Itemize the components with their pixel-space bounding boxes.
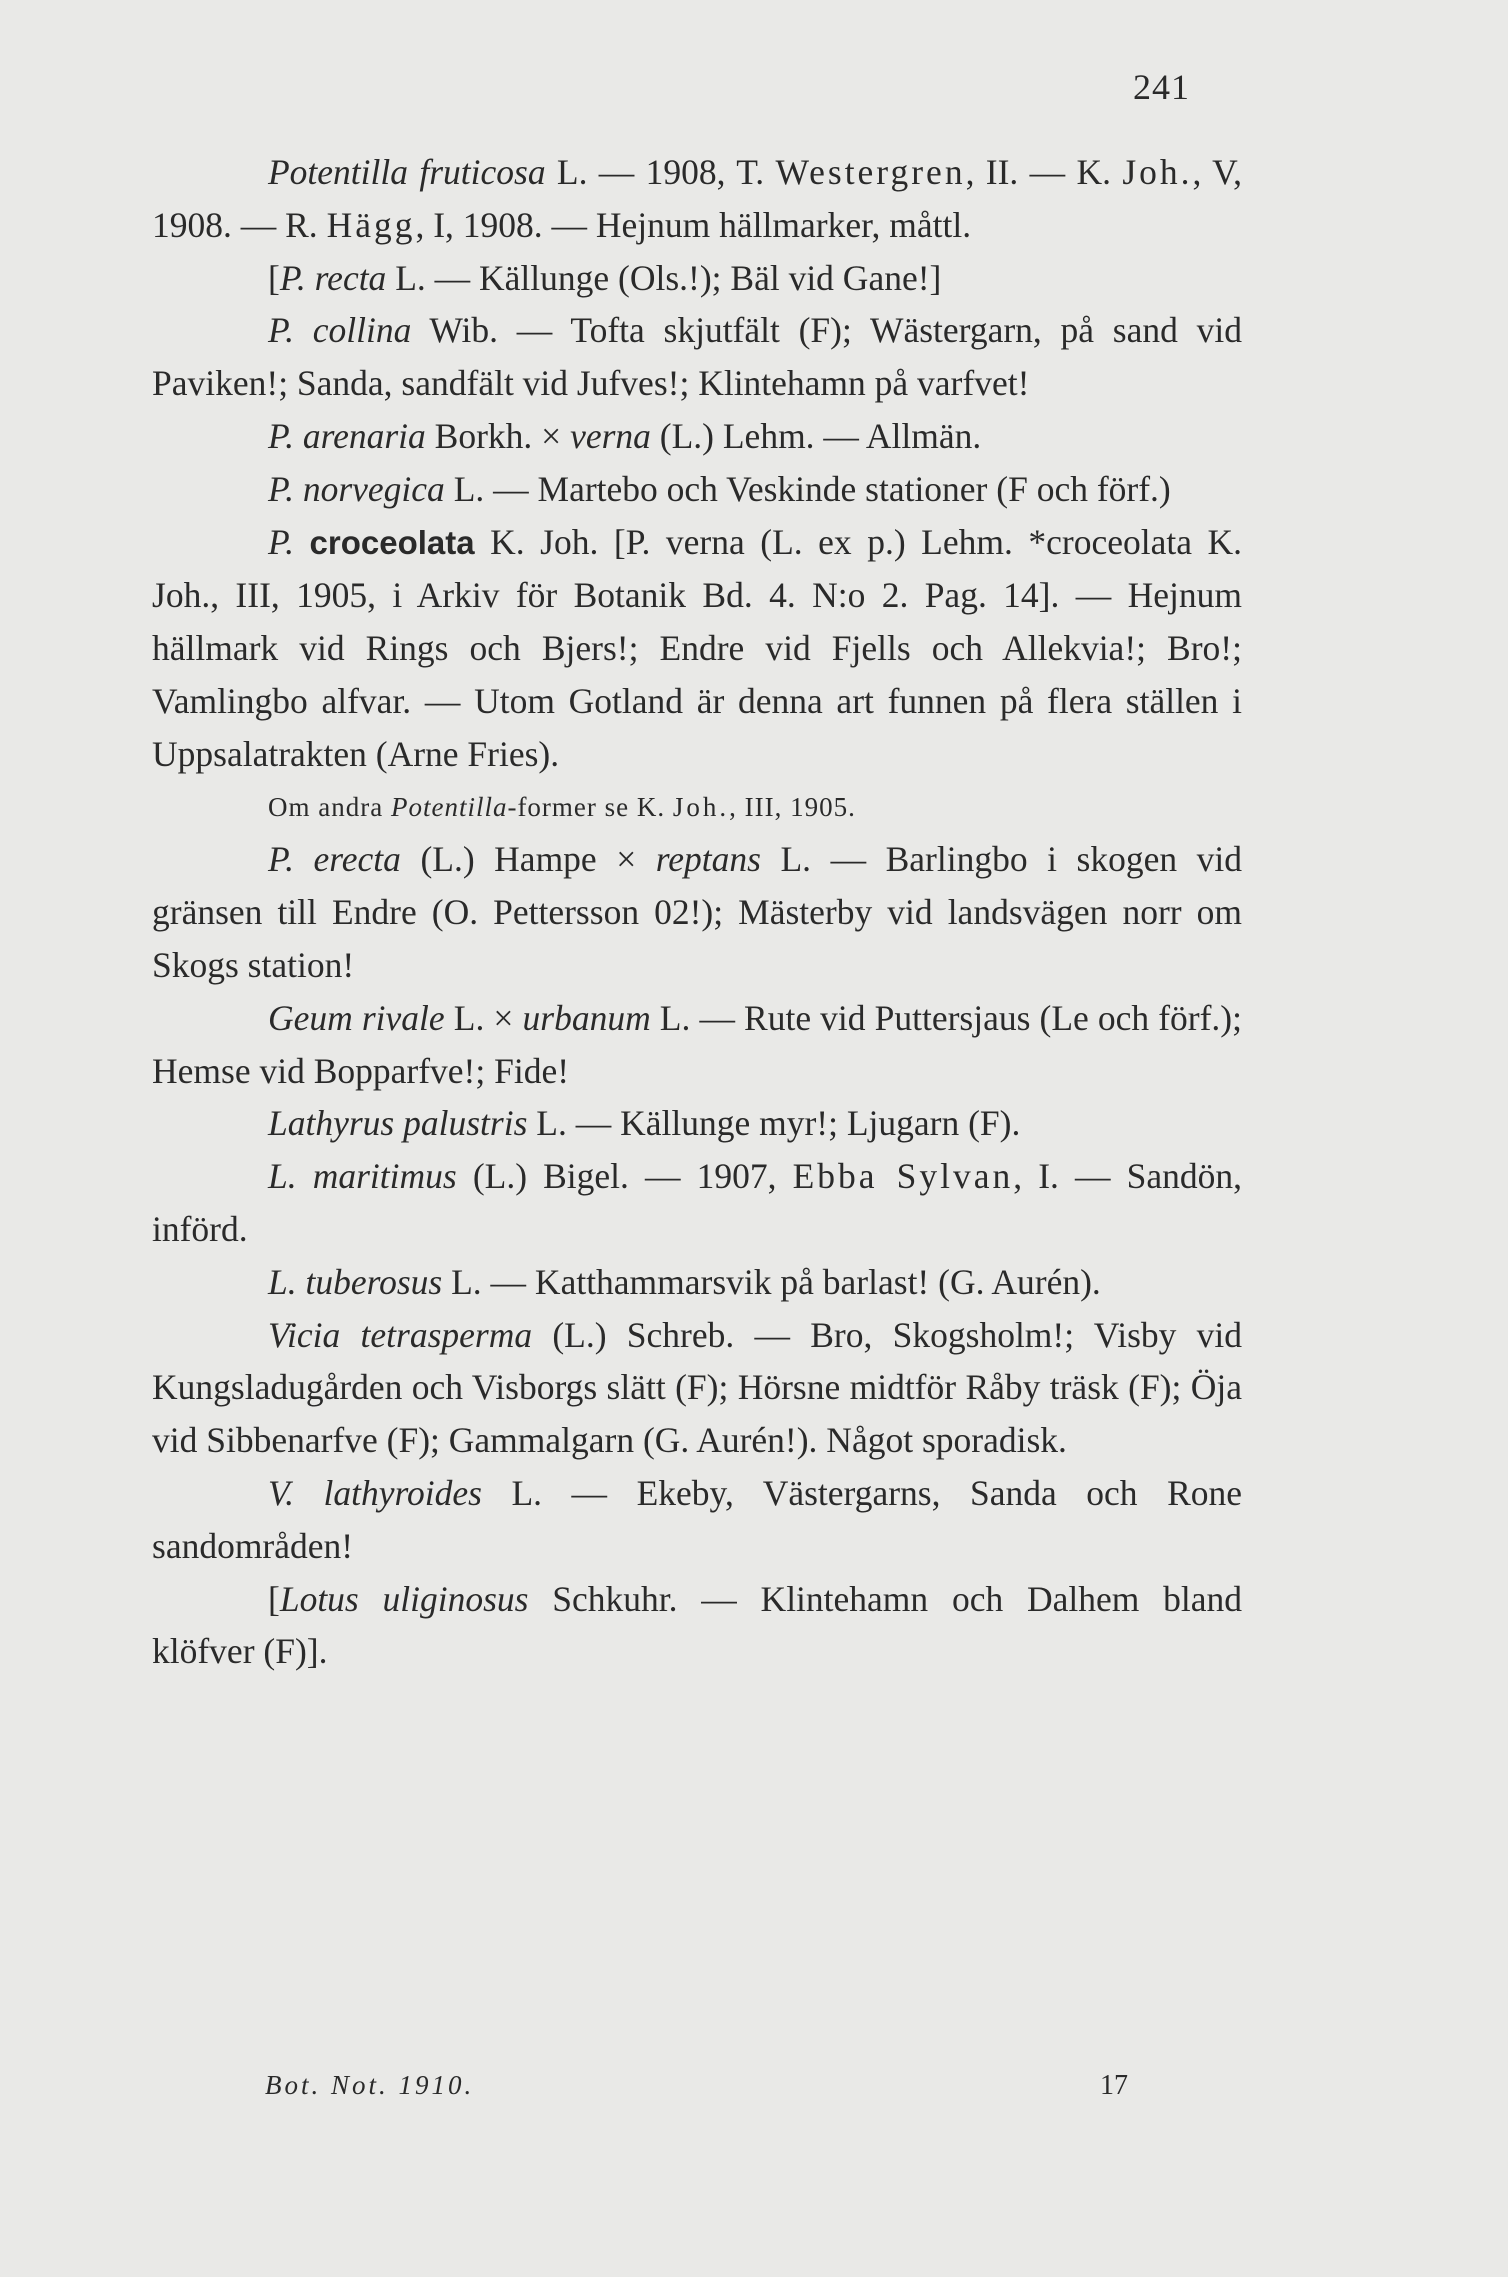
text-run: croceolata	[309, 523, 475, 561]
text-run: Potentilla	[390, 791, 508, 822]
entry-potentilla-collina	[152, 304, 1242, 410]
text-run: Borkh. ×	[425, 415, 571, 456]
text-run: L. tuberosus	[268, 1261, 443, 1302]
text-run: L. — Källunge myr!; Ljugarn (F).	[527, 1103, 1021, 1144]
text-run: L. — 1908, T.	[545, 152, 776, 192]
text-run: , I. — Sandön, införd.	[152, 1156, 1242, 1249]
text-run: L. — Barlingbo i skogen vid gränsen till Endre (O. Pettersson 02!); Mästerby vid landsvägen norr om Skogs station!	[152, 839, 1242, 985]
entry-vicia-tetrasperma	[152, 1309, 1242, 1467]
text-run: P. erecta	[268, 839, 401, 880]
text-run: -former se K.	[507, 791, 673, 822]
text-run: K. Joh. [P. verna (L. ex p.) Lehm. *croceolata K. Joh., III, 1905, i Arkiv för Botanik Bd. 4. N:o 2. Pag. 14]. — Hejnum hällmark vid Rings och Bjers!; Endre vid Fjells och Allekvia!; Bro!; Vamlingbo alfvar. — Utom Gotland är denna art funnen på flera ställen i Uppsalatrakten (Arne Fries).	[152, 521, 1243, 774]
text-run	[294, 522, 310, 562]
entry-lathyrus-maritimus	[152, 1150, 1242, 1256]
text-run: Lathyrus palustris	[268, 1103, 528, 1144]
entry-potentilla-norvegica	[152, 463, 1242, 516]
entry-potentilla-recta	[152, 252, 1242, 305]
text-run: , II. — K.	[965, 152, 1123, 192]
text-run: Westergren	[775, 152, 966, 192]
main-text	[152, 146, 1242, 1678]
text-run: Om andra	[268, 791, 391, 822]
text-run: L. maritimus	[268, 1156, 457, 1197]
text-run: L. — Martebo och Veskinde stationer (F och förf.)	[444, 468, 1171, 509]
entry-lathyrus-palustris	[152, 1097, 1242, 1150]
entry-potentilla-arenaria	[152, 410, 1242, 463]
entry-potentilla-erecta	[152, 833, 1242, 991]
signature-mark: 17	[1100, 2070, 1128, 2101]
text-run: Joh.	[1122, 152, 1193, 192]
text-run: Potentilla fruticosa	[268, 152, 546, 192]
text-run: L. ×	[444, 997, 523, 1038]
text-run: , V, 1908. — R.	[152, 152, 1243, 245]
text-run: , III, 1905.	[729, 791, 856, 822]
text-run: (L.) Bigel. — 1907,	[456, 1156, 793, 1197]
entry-geum-rivale	[152, 992, 1242, 1098]
note-potentilla-forms	[152, 781, 1242, 834]
entry-potentilla-croceolata	[152, 516, 1242, 781]
text-run: , I, 1908. — Hejnum hällmarker, måttl.	[415, 204, 972, 245]
text-run: Schkuhr. — Klintehamn och Dalhem bland klöfver (F)].	[152, 1578, 1242, 1672]
text-run: Ebba Sylvan	[792, 1156, 1014, 1197]
text-run: L. — Katthammarsvik på barlast! (G. Aurén).	[442, 1261, 1101, 1302]
text-run: verna	[570, 415, 651, 456]
journal-footer: Bot. Not. 1910.	[265, 2070, 475, 2100]
text-run: Hägg	[326, 204, 416, 245]
text-run: (L.) Hampe ×	[400, 839, 656, 880]
entry-lathyrus-tuberosus	[152, 1256, 1242, 1309]
text-run: Geum rivale	[268, 997, 445, 1038]
text-run: P.	[268, 521, 294, 562]
text-run: [	[268, 257, 280, 298]
entry-lotus-uliginosus	[152, 1573, 1242, 1679]
page-number: 241	[1133, 67, 1190, 107]
text-run: Wib. — Tofta skjutfält (F); Wästergarn, på sand vid Paviken!; Sanda, sandfält vid Jufves!; Klintehamn på varfvet!	[152, 310, 1242, 404]
text-run: L. — Rute vid Puttersjaus (Le och förf.); Hemse vid Bopparfve!; Fide!	[152, 997, 1242, 1091]
text-run: reptans	[655, 839, 761, 880]
text-run: P. collina	[268, 310, 412, 351]
entry-vicia-lathyroides	[152, 1467, 1242, 1573]
text-run: Joh.	[672, 791, 730, 822]
text-run: P. norvegica	[268, 468, 445, 509]
text-run: (L.) Lehm. — Allmän.	[650, 415, 982, 456]
entry-potentilla-fruticosa	[152, 146, 1242, 252]
text-run: L. — Ekeby, Västergarns, Sanda och Rone sandområden!	[152, 1472, 1243, 1566]
text-run: V. lathyroides	[268, 1472, 482, 1513]
text-run: L. — Källunge (Ols.!); Bäl vid Gane!]	[386, 257, 942, 298]
text-run: (L.) Schreb. — Bro, Skogsholm!; Visby vid Kungsladugården och Visborgs slätt (F); Hörsne midtför Råby träsk (F); Öja vid Sibbenarfve (F); Gammalgarn (G. Aurén!). Något sporadisk.	[152, 1314, 1243, 1461]
text-run: urbanum	[522, 997, 651, 1038]
text-run: Lotus uliginosus	[279, 1578, 529, 1619]
text-run: Vicia tetrasperma	[268, 1314, 533, 1355]
text-run: P. recta	[279, 257, 387, 298]
text-run: [	[268, 1578, 280, 1619]
text-run: P. arenaria	[268, 415, 426, 456]
